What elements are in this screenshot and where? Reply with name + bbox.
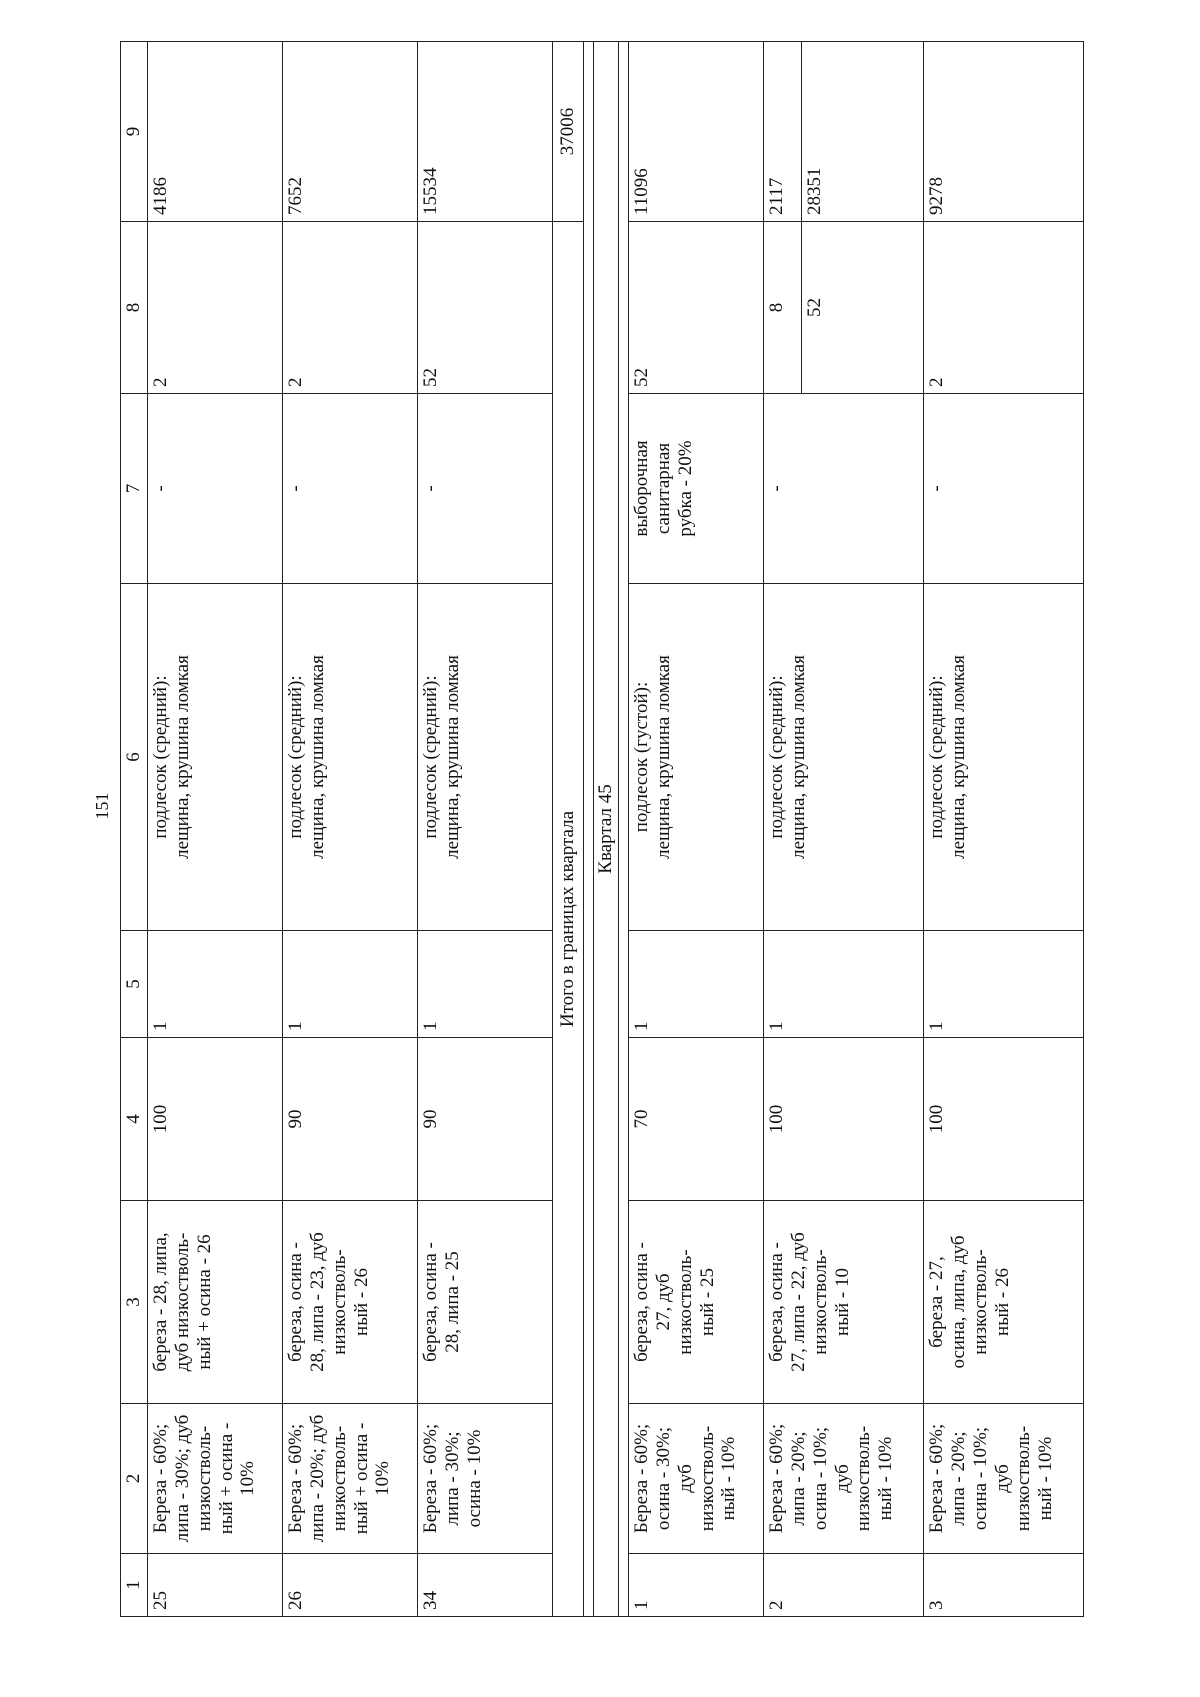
species-composition: Береза - 60%; липа - 20%; дуб низкостволь- ный + осина - 10%	[283, 1404, 418, 1554]
species-composition: Береза - 60%; липа - 20%; осина - 10%; дуб низкостволь- ный - 10%	[764, 1404, 924, 1554]
table-row	[924, 42, 1084, 1617]
felling: -	[148, 394, 283, 584]
undergrowth: подлесок (средний): лещина, крушина ломкая	[418, 584, 553, 931]
plot-number: 3	[924, 1554, 1084, 1617]
plot-number: 25	[148, 1554, 283, 1617]
quarter-row	[594, 42, 619, 1617]
rotated-table-wrapper	[120, 42, 1072, 1617]
col5-value: 1	[418, 931, 553, 1038]
total-value: 37006	[553, 42, 584, 222]
separator-row	[584, 42, 594, 1617]
col4-value: 90	[418, 1038, 553, 1201]
quarter-label: Квартал 45	[594, 42, 619, 1617]
total-row	[553, 42, 584, 1617]
table-row	[283, 42, 418, 1617]
col9-value-b: 28351	[804, 167, 825, 215]
separator-cell	[584, 42, 594, 1617]
table-row	[418, 42, 553, 1617]
species-composition: Береза - 60%; осина - 30%; дуб низкостволь- ный - 10%	[629, 1404, 764, 1554]
col5-value: 1	[283, 931, 418, 1038]
table-row	[629, 42, 764, 1617]
col8-value: 2	[283, 222, 418, 394]
col4-value: 100	[148, 1038, 283, 1201]
col8-split	[764, 222, 924, 394]
species-composition: Береза - 60%; липа - 20%; осина - 10%; дуб низкостволь- ный - 10%	[924, 1404, 1084, 1554]
felling: -	[764, 394, 924, 584]
header-cell: 7	[121, 394, 148, 584]
plot-number: 1	[629, 1554, 764, 1617]
col9-value-a: 2117	[764, 42, 802, 221]
col4-value: 90	[283, 1038, 418, 1201]
header-row	[121, 42, 148, 1617]
col8-value: 52	[418, 222, 553, 394]
species-composition: Береза - 60%; липа - 30%; осина - 10%	[418, 1404, 553, 1554]
header-cell: 5	[121, 931, 148, 1038]
separator-cell	[619, 42, 629, 1617]
col9-value: 9278	[924, 42, 1084, 222]
species-age: береза, осина - 27, дуб низкостволь- ный - 25	[629, 1201, 764, 1404]
separator-row	[619, 42, 629, 1617]
felling: -	[418, 394, 553, 584]
col5-value: 1	[148, 931, 283, 1038]
forest-inventory-table	[120, 41, 1084, 1617]
col5-value: 1	[629, 931, 764, 1038]
page-number: 151	[92, 792, 112, 820]
col5-value: 1	[924, 931, 1084, 1038]
species-age: береза - 27, осина, липа, дуб низкостволь- ный - 26	[924, 1201, 1084, 1404]
undergrowth: подлесок (средний): лещина, крушина ломкая	[148, 584, 283, 931]
plot-number: 26	[283, 1554, 418, 1617]
header-cell: 9	[121, 42, 148, 222]
col9-value: 15534	[418, 42, 553, 222]
species-age: береза, осина - 28, липа - 25	[418, 1201, 553, 1404]
felling: выборочная санитарная рубка - 20%	[629, 394, 764, 584]
undergrowth: подлесок (густой): лещина, крушина ломкая	[629, 584, 764, 931]
col8-value: 2	[148, 222, 283, 394]
species-age: береза, осина - 28, липа - 23, дуб низкостволь- ный - 26	[283, 1201, 418, 1404]
species-composition: Береза - 60%; липа - 30%; дуб низкостволь- ный + осина - 10%	[148, 1404, 283, 1554]
col5-value: 1	[764, 931, 924, 1038]
header-cell: 6	[121, 584, 148, 931]
species-age: береза, осина - 27, липа - 22, дуб низкостволь- ный - 10	[764, 1201, 924, 1404]
undergrowth: подлесок (средний): лещина, крушина ломкая	[283, 584, 418, 931]
header-cell: 2	[121, 1404, 148, 1554]
col4-value: 70	[629, 1038, 764, 1201]
header-cell: 1	[121, 1554, 148, 1617]
col8-value-a: 8	[764, 222, 802, 393]
header-cell: 4	[121, 1038, 148, 1201]
header-cell: 8	[121, 222, 148, 394]
felling: -	[283, 394, 418, 584]
col9-split	[764, 42, 924, 222]
col8-value: 52	[629, 222, 764, 394]
col8-value-b: 52	[804, 298, 825, 317]
table-row	[148, 42, 283, 1617]
total-label: Итого в границах квартала	[553, 222, 584, 1617]
col9-value: 7652	[283, 42, 418, 222]
undergrowth: подлесок (средний): лещина, крушина ломкая	[924, 584, 1084, 931]
plot-number: 34	[418, 1554, 553, 1617]
species-age: береза - 28, липа, дуб низкостволь- ный + осина - 26	[148, 1201, 283, 1404]
table-row	[764, 42, 924, 1617]
col9-value: 11096	[629, 42, 764, 222]
header-cell: 3	[121, 1201, 148, 1404]
col8-value: 2	[924, 222, 1084, 394]
felling: -	[924, 394, 1084, 584]
col9-value: 4186	[148, 42, 283, 222]
col4-value: 100	[764, 1038, 924, 1201]
plot-number: 2	[764, 1554, 924, 1617]
col4-value: 100	[924, 1038, 1084, 1201]
undergrowth: подлесок (средний): лещина, крушина ломкая	[764, 584, 924, 931]
